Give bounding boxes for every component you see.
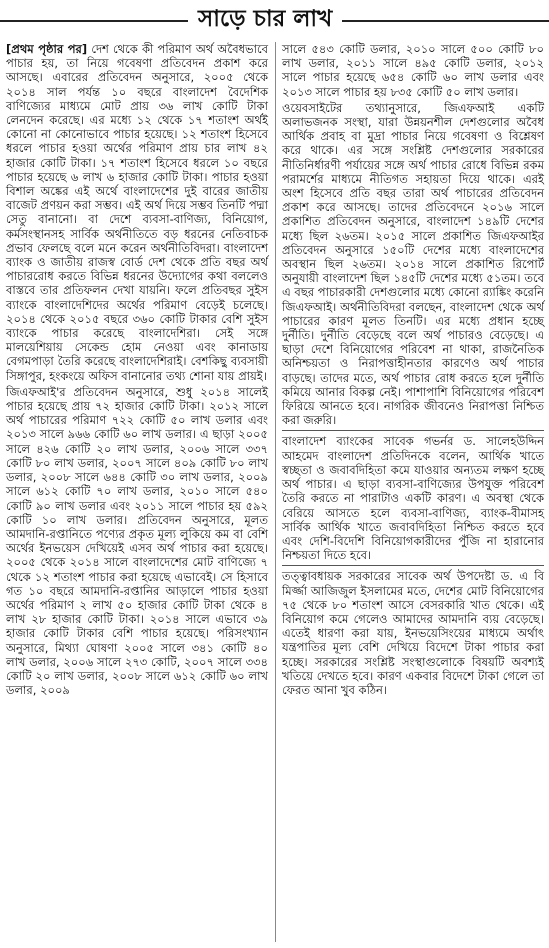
right-paragraph-4: তত্ত্বাবধায়ক সরকারের সাবেক অর্থ উপদেষ্টা ড. এ বি মির্জ্জা আজিজুল ইসলামের মতে, দেশের মোট বিনিয়োগের ৭৫ থেকে ৮০ শতাংশ আসে বেসরকারি খাত থেকে। এই বিনিয়োগ কমে গেলেও আমাদের আমদানি ব্যয় বেড়েছে। এতেই ধারণা করা যায়, ইনভয়েসিংয়ের মাধ্যমে অর্থাৎ যন্ত্রপাতির মূল্য বেশি দেখিয়ে বিদেশে টাকা পাচার করা হচ্ছে। সরকারের সংশ্লিষ্ট সংস্থাগুলোকে বিষয়টি অবশ্যই খতিয়ে দেখতে হবে। কারণ একবার বিদেশে টাকা গেলে তা ফেরত আনা খুব কঠিন।	[282, 569, 544, 697]
section-divider	[282, 430, 544, 431]
left-paragraph-2: জিএফআই'র প্রতিবেদন অনুসারে, শুধু ২০১৪ সালেই পাচার হয়েছে প্রায় ৭২ হাজার কোটি টাকা। ২০১২ সালে অর্থ পাচারের পরিমাণ ৭২২ কোটি ৫০ লাখ ডলার এবং ২০১৩ সালে ৯৬৬ কোটি ৬০ লাখ ডলার। এ ছাড়া ২০০৫ সালে ৪২৬ কোটি ২০ লাখ ডলার, ২০০৬ সালে ৩৩৭ কোটি ৮০ লাখ ডলার, ২০০৭ সালে ৪০৯ কোটি ৮০ লাখ ডলার, ২০০৮ সালে ৬৪৪ কোটি ৩০ লাখ ডলার, ২০০৯ সালে ৬১২ কোটি ৭০ লাখ ডলার, ২০১০ সালে ৫৪০ কোটি ৯০ লাখ ডলার এবং ২০১১ সালে পাচার হয় ৫৯২ কোটি ১০ লাখ ডলার। প্রতিবেদন অনুসারে, মূলত আমদানি-রপ্তানিতে পণ্যের প্রকৃত মূল্য লুকিয়ে কম বা বেশি অর্থের ইনভয়েস দেখিয়েই এসব অর্থ পাচার করা হয়েছে। ২০০৫ থেকে ২০১৪ সালে বাংলাদেশের মোট বাণিজ্যে ৭ থেকে ১২ শতাংশ পাচার করা হয়েছে এভাবেই। সে হিসাবে গত ১০ বছরে আমদানি-রপ্তানির আড়ালে পাচার হওয়া অর্থের পরিমাণ ২ লাখ ৫০ হাজার কোটি টাকা থেকে ৪ লাখ ২৮ হাজার কোটি টাকা। ২০১৪ সালে এভাবে ৩৯ হাজার কোটি টাকার বেশি পাচার হয়েছে। পরিসংখ্যান অনুসারে, মিথ্যা ঘোষণা ২০০৫ সালে ৩৪১ কোটি ৪০ লাখ ডলার, ২০০৬ সালে ২৭৩ কোটি, ২০০৭ সালে ৩৩৪ কোটি ২০ লাখ ডলার, ২০০৮ সালে ৬১২ কোটি ৬০ লাখ ডলার, ২০০৯	[6, 384, 268, 698]
left-paragraph-1	[6, 42, 268, 383]
right-paragraph-2: ওয়েবসাইটের তথ্যানুসারে, জিএফআই একটি অলাভজনক সংস্থা, যারা উন্নয়নশীল দেশগুলোর অবৈধ আর্থিক প্রবাহ বা মুদ্রা পাচার নিয়ে গবেষণা ও বিশ্লেষণ করে থাকে। এর সঙ্গে সংশ্লিষ্ট দেশগুলোর সরকারের নীতিনির্ধারণী পর্যায়ের সঙ্গে অর্থ পাচার রোধে বিভিন্ন রকম পরামর্শের মাধ্যমে নীতিগত সহায়তা দিয়ে থাকে। এরই অংশ হিসেবে প্রতি বছর তারা অর্থ পাচারের প্রতিবেদন প্রকাশ করে আসছে। তাদের প্রতিবেদনে ২০১৬ সালে প্রকাশিত প্রতিবেদন অনুসারে, বাংলাদেশ ১৪৯টি দেশের মধ্যে ছিল ২৬তম। ২০১৫ সালে প্রকাশিত জিএফআইর প্রতিবেদন অনুসারে ১৫০টি দেশের মধ্যে বাংলাদেশের অবস্থান ছিল ২৬তম। ২০১৪ সালে প্রকাশিত রিপোর্ট অনুযায়ী বাংলাদেশ ছিল ১৪৫টি দেশের মধ্যে ৫১তম। তবে এ বছর পাচারকারী দেশগুলোর মধ্যে কোনো র‌্যাঙ্কিং করেনি জিএফআই। অর্থনীতিবিদরা বলছেন, বাংলাদেশ থেকে অর্থ পাচারের কারণ মূলত তিনটি। এর মধ্যে প্রধান হচ্ছে দুর্নীতি। দুর্নীতি বেড়েছে বলে অর্থ পাচারও বেড়েছে। এ ছাড়া দেশে বিনিয়োগের পরিবেশ না থাকা, রাজনৈতিক অনিশ্চয়তা ও নিরাপত্তাহীনতার কারণেও অর্থ পাচার বাড়ছে। তাদের মতে, অর্থ পাচার রোধ করতে হলে দুর্নীতি কমিয়ে আনার বিকল্প নেই। পাশাপাশি বিনিয়োগের পরিবেশ ফিরিয়ে আনতে হবে। নাগরিক জীবনেও নিরাপত্তা নিশ্চিত করা জরুরি।	[282, 100, 544, 428]
headline: সাড়ে চার লাখ	[188, 2, 342, 36]
left-paragraph-1-text: দেশ থেকে কী পরিমাণ অর্থ অবৈধভাবে পাচার হয়, তা নিয়ে গবেষণা প্রতিবেদন প্রকাশ করে আসছে। এবারের প্রতিবেদন অনুসারে, ২০০৫ থেকে ২০১৪ সাল পর্যন্ত ১০ বছরে বাংলাদেশ বৈদেশিক বাণিজ্যের মাধ্যমে মোট প্রায় ৩৬ লাখ কোটি টাকা লেনদেন করেছে। এর মধ্যে ১২ থেকে ১৭ শতাংশ অর্থই কোনো না কোনোভাবে পাচার হয়েছে। ১২ শতাংশ হিসেবে ধরলে পাচার হওয়া অর্থের পরিমাণ প্রায় চার লাখ ৪২ হাজার কোটি টাকা। ১৭ শতাংশ হিসেবে ধরলে ১০ বছরে পাচার হয়েছে ৬ লাখ ৬ হাজার কোটি টাকা। পাচার হওয়া বিশাল অঙ্কের এই অর্থে বাংলাদেশের দুই বারের জাতীয় বাজেট প্রণয়ন করা সম্ভব। এই অর্থ দিয়ে সম্ভব তিনটি পদ্মা সেতু বানানো। বা দেশে ব্যবসা-বাণিজ্য, বিনিয়োগ, কর্মসংস্থানসহ সার্বিক অর্থনীতিতে বড় ধরনের নেতিবাচক প্রভাব ফেলছে বলে মনে করেন অর্থনীতিবিদরা। বাংলাদেশ ব্যাংক ও জাতীয় রাজস্ব বোর্ড দেশ থেকে প্রতি বছর অর্থ পাচাররোধ করতে বিভিন্ন ধরনের উদ্যোগের কথা বললেও বাস্তবে তার প্রতিফলন দেখা যায়নি। ফলে প্রতিবছর সুইস ব্যাংকে বাংলাদেশিদের অর্থের পরিমাণ বেড়েই চলেছে। ২০১৪ থেকে ২০১৫ বছরে ৩৬০ কোটি টাকার বেশি সুইস ব্যাংকে পাচার করেছে বাংলাদেশিরা। সেই সঙ্গে মালয়েশিয়ায় সেকেন্ড হোম নেওয়া এবং কানাডায় বেগমপাড়া তৈরি করেছে বাংলাদেশিরাই। বেশকিছু ব্যবসায়ী সিঙ্গাপুর, হংকংয়ে অফিস বানানোর তথ্য শোনা যায় প্রায়ই।	[6, 42, 268, 383]
column-divider	[275, 42, 276, 942]
right-paragraph-3: বাংলাদেশ ব্যাংকের সাবেক গভর্নর ড. সালেহউদ্দিন আহমেদ বাংলাদেশ প্রতিদিনকে বলেন, আর্থিক খাতে স্বচ্ছতা ও জবাবদিহিতা কমে যাওয়ার অন্যতম লক্ষণ হচ্ছে অর্থ পাচার। এ ছাড়া ব্যবসা-বাণিজ্যের উপযুক্ত পরিবেশ তৈরি করতে না পারাটাও একটি কারণ। এ অবস্থা থেকে বেরিয়ে আসতে হলে ব্যবসা-বাণিজ্য, ব্যাংক-বীমাসহ সার্বিক আর্থিক খাতে জবাবদিহিতা নিশ্চিত করতে হবে এবং দেশি-বিদেশি বিনিয়োগকারীদের পুঁজি না হারানোর নিশ্চয়তা দিতে হবে।	[282, 434, 544, 563]
left-column	[6, 42, 268, 699]
right-paragraph-1: সালে ৫৪৩ কোটি ডলার, ২০১০ সালে ৫০০ কোটি ৮০ লাখ ডলার, ২০১১ সালে ৪৯৫ কোটি ডলার, ২০১২ সালে পাচার হয়েছে ৬৫৪ কোটি ৬০ লাখ ডলার এবং ২০১৩ সালে পাচার হয় ৮৩৫ কোটি ৫০ লাখ ডলার।	[282, 42, 544, 99]
right-column	[282, 42, 544, 699]
section-divider	[282, 565, 544, 566]
continued-from-front-page: [প্রথম পৃষ্ঠার পর]	[6, 42, 88, 56]
headline-bar	[0, 0, 549, 38]
